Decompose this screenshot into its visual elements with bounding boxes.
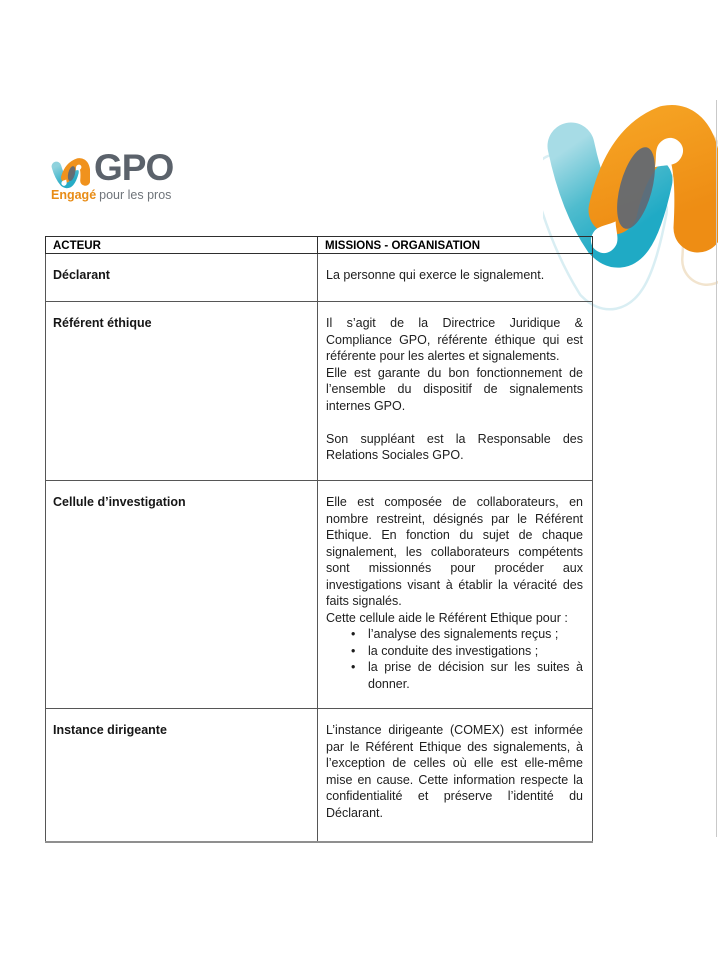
mission-paragraph: L’instance dirigeante (COMEX) est informée par le Référent Ethique des signalements, à l’exception de celles où elle est elle-même mise en cause. Cette information respecte la confidentialité et préserve l’identité du Déclarant. <box>326 723 583 820</box>
mission-paragraph: Cette cellule aide le Référent Ethique pour : <box>326 610 568 625</box>
tagline-emphasis: Engagé <box>51 188 97 202</box>
column-header-acteur: ACTEUR <box>46 237 318 254</box>
table-row <box>46 481 593 709</box>
bullet-text: la conduite des investigations ; <box>368 643 539 658</box>
mission-cell <box>318 709 593 842</box>
actors-table <box>45 236 593 843</box>
actor-name: Déclarant <box>53 268 110 282</box>
actor-cell <box>46 302 318 481</box>
mission-paragraph: Elle est garante du bon fonctionnement de l’ensemble du dispositif de signalements internes GPO. <box>326 365 583 413</box>
mission-paragraph: Elle est composée de collaborateurs, en nombre restreint, désignés par le Référent Ethique. En fonction du sujet de chaque signalement, les collaborateurs compétents sont missionnés pour procéder aux investigations visant à établir la véracité des faits signalés. <box>326 495 583 608</box>
page-edge-line <box>716 100 717 837</box>
actor-cell <box>46 709 318 842</box>
bullet-icon: • <box>351 627 356 641</box>
bullet-item <box>326 626 583 643</box>
bullet-item <box>326 659 583 692</box>
brand-wordmark: GPO <box>94 147 174 188</box>
bullet-text: l’analyse des signalements reçus ; <box>368 627 559 641</box>
paragraph-gap <box>326 414 583 431</box>
mission-paragraph: Son suppléant est la Responsable des Relations Sociales GPO. <box>326 431 583 462</box>
bullet-icon: • <box>351 643 356 658</box>
actor-cell <box>46 481 318 709</box>
actor-cell <box>46 254 318 302</box>
table-row <box>46 254 593 302</box>
mission-cell <box>318 302 593 481</box>
tagline-rest: pour les pros <box>99 188 172 202</box>
bullet-text: la prise de décision sur les suites à donner. <box>368 660 583 691</box>
table-row <box>46 302 593 481</box>
actors-table-body <box>46 254 593 842</box>
mission-paragraph: La personne qui exerce le signalement. <box>326 268 545 282</box>
column-header-missions: MISSIONS - ORGANISATION <box>318 237 593 254</box>
mission-cell <box>318 481 593 709</box>
mission-paragraph: Il s’agit de la Directrice Juridique & Compliance GPO, référente éthique qui est référente pour les alertes et signalements. <box>326 316 583 363</box>
mission-cell <box>318 254 593 302</box>
actor-name: Référent éthique <box>53 316 152 330</box>
bullet-item <box>326 643 583 660</box>
actor-name: Instance dirigeante <box>53 723 167 737</box>
table-header-row <box>46 237 593 254</box>
bullet-icon: • <box>351 660 356 674</box>
bullet-list <box>326 626 583 692</box>
actor-name: Cellule d’investigation <box>53 495 186 509</box>
table-row <box>46 709 593 842</box>
brand-tagline <box>51 189 171 202</box>
gpo-logo <box>50 147 210 204</box>
